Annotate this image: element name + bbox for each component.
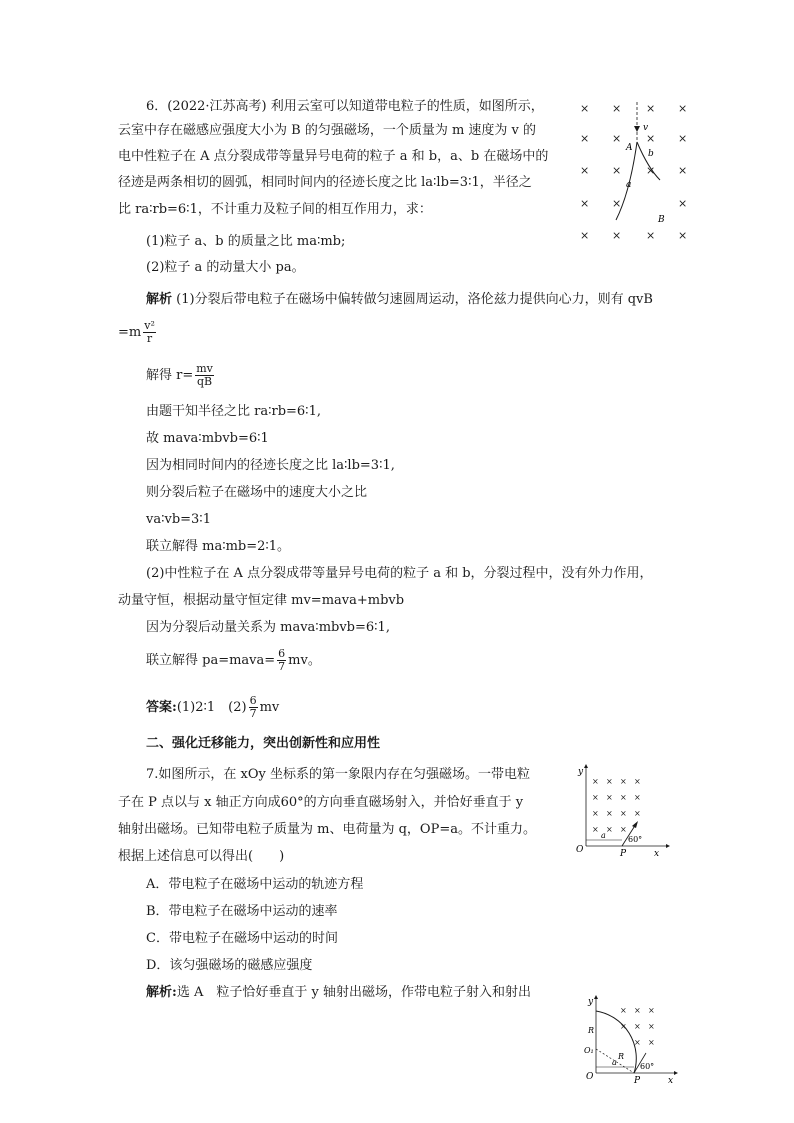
cross-mark: × [580, 197, 590, 210]
cross-mark: × [612, 197, 622, 210]
label-y: y [578, 767, 584, 777]
cross-mark: × [580, 229, 590, 242]
figure-solution-trajectory [584, 993, 679, 1085]
cross-mark: × [612, 102, 622, 115]
q6-line-7: (2)粒子 a 的动量大小 pa。 [146, 260, 305, 275]
label-v: v [643, 123, 649, 133]
y-arrow-icon [594, 995, 598, 999]
field-cross-marks [620, 1006, 655, 1047]
sol6-l2-pre: =m [118, 325, 142, 340]
sol6-line-10: (2)中性粒子在 A 点分裂成带等量异号电荷的粒子 a 和 b，分裂过程中，没有外力作用， [146, 566, 653, 581]
velocity-arrow-icon [634, 126, 640, 132]
q6-line-6: (1)粒子 a、b 的质量之比 ma∶mb; [146, 234, 346, 249]
sol6-line-4: 由题干知半径之比 ra∶rb=6∶1, [146, 404, 321, 419]
label-O1: O₁ [584, 1046, 594, 1055]
option-a: A．带电粒子在磁场中运动的轨迹方程 [146, 877, 364, 892]
q7-line-4: 根据上述信息可以得出( ) [118, 849, 285, 864]
cross-mark: × [634, 777, 641, 786]
figure-quadrant-field [570, 762, 670, 858]
sol6-l3-pre: 解得 r= [146, 368, 194, 383]
cross-mark: × [648, 1038, 655, 1047]
fraction-den: r [146, 332, 153, 345]
solution-label: 解析 [146, 292, 173, 307]
cross-mark: × [620, 825, 627, 834]
fraction-den: 7 [249, 707, 257, 720]
sol6-line-11: 动量守恒，根据动量守恒定律 mv=mava+mbvb [118, 593, 405, 608]
fraction-6-7-answer [249, 695, 258, 720]
cross-mark: × [648, 1022, 655, 1031]
cross-mark: × [612, 229, 622, 242]
sol6-l13-post: mv。 [288, 653, 321, 668]
label-x: x [668, 1076, 674, 1085]
sol6-line-2 [118, 320, 158, 345]
q7-line-3: 轴射出磁场。已知带电粒子质量为 m、电荷量为 q，OP=a。不计重力。 [118, 822, 536, 837]
cross-mark: × [592, 777, 599, 786]
label-A: A [626, 143, 633, 153]
label-angle: 60° [628, 835, 643, 844]
cross-mark: × [592, 809, 599, 818]
sol6-line-7: 则分裂后粒子在磁场中的速度大小之比 [146, 485, 368, 500]
cross-mark: × [606, 793, 613, 802]
sol6-line-9: 联立解得 ma∶mb=2∶1。 [146, 539, 291, 554]
fraction-v2-r [143, 320, 156, 345]
q7-solution-text: 选 A 粒子恰好垂直于 y 轴射出磁场，作带电粒子射入和射出 [176, 985, 531, 1000]
cross-mark: × [678, 102, 688, 115]
label-b: b [648, 149, 654, 159]
label-a: a [601, 831, 606, 840]
q6-line-2: 云室中存在磁感应强度大小为 B 的匀强磁场，一个质量为 m 速度为 v 的 [118, 123, 537, 138]
fraction-num: 6 [278, 647, 286, 660]
label-a: a [626, 180, 632, 190]
cross-mark: × [606, 825, 613, 834]
fraction-mv-qb [195, 363, 214, 388]
q6-line-5: 比 ra∶rb=6∶1，不计重力及粒子间的相互作用力，求： [118, 202, 432, 217]
cross-mark: × [606, 777, 613, 786]
cross-mark: × [620, 793, 627, 802]
cross-mark: × [648, 1006, 655, 1015]
x-arrow-icon [666, 844, 670, 848]
label-P: P [620, 849, 627, 858]
q7-solution-label: 解析: [146, 985, 177, 1000]
q7-line-1: 7.如图所示，在 xOy 坐标系的第一象限内存在匀强磁场。一带电粒 [146, 767, 531, 782]
label-x: x [654, 849, 660, 858]
label-R-vertical: R [588, 1026, 595, 1035]
label-R-diagonal: R [618, 1052, 625, 1061]
cross-mark: × [678, 132, 688, 145]
cross-mark: × [620, 809, 627, 818]
fraction-6-7 [277, 648, 286, 673]
fraction-den: qB [197, 375, 213, 388]
label-B: B [658, 215, 665, 225]
cross-mark: × [634, 793, 641, 802]
cross-mark: × [580, 132, 590, 145]
fraction-num: 6 [249, 694, 257, 707]
y-arrow-icon [584, 764, 588, 768]
q6-line-1: 6．(2022·江苏高考) 利用云室可以知道带电粒子的性质，如图所示， [146, 99, 544, 114]
cross-mark: × [678, 164, 688, 177]
label-O: O [586, 1072, 594, 1082]
figure-cloud-chamber [570, 92, 700, 252]
fraction-den: 7 [278, 660, 286, 673]
answer-label: 答案: [146, 700, 177, 715]
label-y: y [588, 997, 594, 1007]
label-O: O [576, 845, 584, 855]
sol6-line-13 [146, 648, 321, 673]
sol6-line-3 [146, 363, 216, 388]
fraction-num: v² [144, 319, 155, 332]
cross-mark: × [678, 229, 688, 242]
option-c: C．带电粒子在磁场中运动的时间 [146, 931, 338, 946]
cross-mark: × [620, 777, 627, 786]
fraction-num: mv [196, 362, 213, 375]
cross-mark: × [646, 229, 656, 242]
cross-mark: × [646, 132, 656, 145]
section-heading: 二、强化迁移能力，突出创新性和应用性 [146, 736, 381, 751]
option-d: D．该匀强磁场的磁感应强度 [146, 958, 313, 973]
label-angle: 60° [640, 1062, 655, 1071]
x-arrow-icon [674, 1071, 678, 1075]
sol6-line-6: 因为相同时间内的径迹长度之比 la∶lb=3∶1, [146, 458, 395, 473]
answer-post: mv [259, 700, 280, 715]
cross-mark: × [620, 1022, 627, 1031]
q7-line-2: 子在 P 点以与 x 轴正方向成60°的方向垂直磁场射入，并恰好垂直于 y [118, 795, 524, 810]
cross-mark: × [634, 1006, 641, 1015]
cross-mark: × [580, 164, 590, 177]
sol6-line-12: 因为分裂后动量关系为 mava∶mbvb=6∶1, [146, 620, 390, 635]
option-b: B．带电粒子在磁场中运动的速率 [146, 904, 338, 919]
cross-mark: × [606, 809, 613, 818]
cross-mark: × [634, 809, 641, 818]
cross-mark: × [678, 197, 688, 210]
label-P: P [634, 1076, 641, 1085]
cross-mark: × [646, 102, 656, 115]
q6-line-3: 电中性粒子在 A 点分裂成带等量异号电荷的粒子 a 和 b，a、b 在磁场中的 [118, 149, 549, 164]
sol6-line-8: va∶vb=3∶1 [146, 512, 211, 527]
cross-mark: × [592, 825, 599, 834]
q7-solution-line [146, 983, 531, 1003]
cross-mark: × [612, 164, 622, 177]
answer-line [146, 695, 279, 720]
cross-mark: × [634, 1022, 641, 1031]
entry-arrow-icon [632, 821, 638, 828]
cross-mark: × [592, 793, 599, 802]
cross-mark: × [646, 164, 656, 177]
label-a: a [612, 1058, 617, 1067]
sol6-line-5: 故 mava∶mbvb=6∶1 [146, 431, 269, 446]
cross-mark: × [634, 1038, 641, 1047]
sol6-line-1 [146, 290, 653, 310]
cross-mark: × [612, 132, 622, 145]
field-cross-marks [580, 102, 687, 242]
q6-line-4: 径迹是两条相切的圆弧，相同时间内的径迹长度之比 la∶lb=3∶1，半径之 [118, 175, 532, 190]
answer-pre: (1)2∶1 (2) [176, 700, 247, 715]
sol6-line-1-text: (1)分裂后带电粒子在磁场中偏转做匀速圆周运动，洛伦兹力提供向心力，则有 qvB [176, 292, 653, 307]
cross-mark: × [620, 1006, 627, 1015]
cross-mark: × [580, 102, 590, 115]
sol6-l13-pre: 联立解得 pa=mava= [146, 653, 276, 668]
